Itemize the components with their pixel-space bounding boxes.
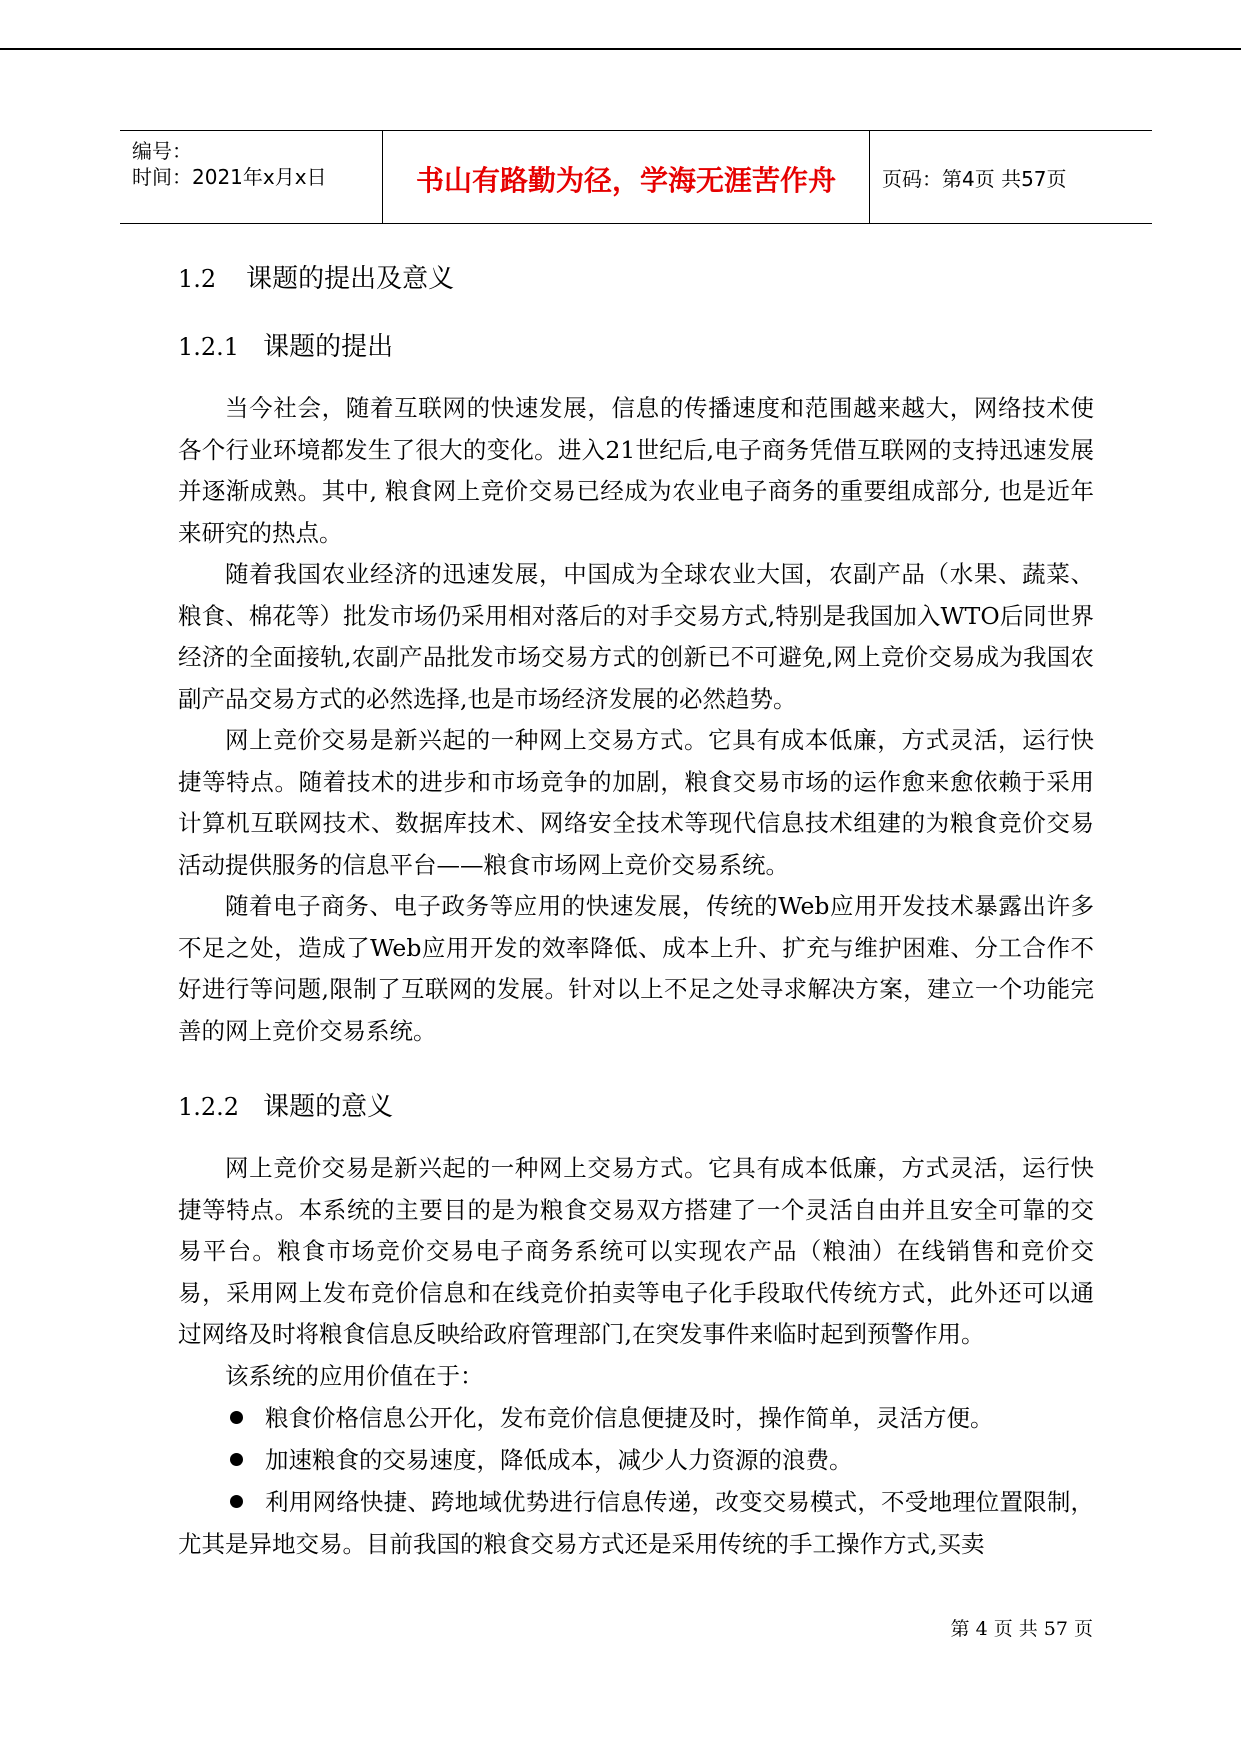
serial-label: 编号： bbox=[132, 139, 192, 163]
section-number: 1.2 bbox=[178, 265, 217, 293]
document-header bbox=[120, 130, 1152, 224]
header-page-cell bbox=[870, 131, 1152, 223]
bullet-item bbox=[178, 1398, 1094, 1440]
subsection-title-2: 课题的意义 bbox=[263, 1092, 394, 1122]
bullet-dot-icon bbox=[230, 1495, 243, 1508]
bullet-text: 加速粮食的交易速度，降低成本，减少人力资源的浪费。 bbox=[265, 1446, 853, 1474]
subsection-heading-2 bbox=[178, 1086, 393, 1123]
motto: 书山有路勤为径，学海无涯苦作舟 bbox=[415, 164, 836, 197]
subsection-title-1: 课题的提出 bbox=[263, 332, 394, 362]
paragraph: 随着我国农业经济的迅速发展，中国成为全球农业大国，农副产品（水果、蔬菜、粮食、棉花等）批发市场仍采用相对落后的对手交易方式,特别是我国加入WTO后同世界经济的全面接轨,农副产品批发市场交易方式的创新已不可避免,网上竞价交易成为我国农副产品交易方式的必然选择,也是市场经济发展的必然趋势。 bbox=[178, 560, 1094, 713]
bullet-dot-icon bbox=[230, 1411, 243, 1424]
bullet-text: 粮食价格信息公开化，发布竞价信息便捷及时，操作简单，灵活方便。 bbox=[265, 1404, 994, 1432]
paragraph: 网上竞价交易是新兴起的一种网上交易方式。它具有成本低廉，方式灵活，运行快捷等特点。本系统的主要目的是为粮食交易双方搭建了一个灵活自由并且安全可靠的交易平台。粮食市场竞价交易电子商务系统可以实现农产品（粮油）在线销售和竞价交易，采用网上发布竞价信息和在线竞价拍卖等电子化手段取代传统方式，此外还可以通过网络及时将粮食信息反映给政府管理部门,在突发事件来临时起到预警作用。 bbox=[178, 1154, 1094, 1348]
bullet-item bbox=[178, 1482, 1094, 1565]
bullet-text: 利用网络快捷、跨地域优势进行信息传递，改变交易模式，不受地理位置限制，尤其是异地交易。目前我国的粮食交易方式还是采用传统的手工操作方式,买卖 bbox=[178, 1488, 1094, 1558]
bullet-dot-icon bbox=[230, 1453, 243, 1466]
header-info-cell bbox=[120, 131, 382, 223]
paragraph: 该系统的应用价值在于： bbox=[225, 1362, 484, 1390]
section-title: 课题的提出及意义 bbox=[246, 264, 455, 294]
subsection-number-1: 1.2.1 bbox=[178, 333, 240, 361]
page-footer: 第 4 页 共 57 页 bbox=[950, 1618, 1093, 1640]
date-line: 时间：2021年x月x日 bbox=[132, 165, 327, 189]
bullet-item bbox=[178, 1440, 1094, 1482]
subsection-number-2: 1.2.2 bbox=[178, 1093, 240, 1121]
top-rule bbox=[0, 48, 1241, 50]
paragraph: 当今社会，随着互联网的快速发展，信息的传播速度和范围越来越大，网络技术使各个行业环境都发生了很大的变化。进入21世纪后,电子商务凭借互联网的支持迅速发展并逐渐成熟。其中, 粮食网上竞价交易已经成为农业电子商务的重要组成部分, 也是近年来研究的热点。 bbox=[178, 394, 1094, 547]
paragraph: 随着电子商务、电子政务等应用的快速发展，传统的Web应用开发技术暴露出许多不足之处，造成了Web应用开发的效率降低、成本上升、扩充与维护困难、分工合作不好进行等问题,限制了互联网的发展。针对以上不足之处寻求解决方案，建立一个功能完善的网上竞价交易系统。 bbox=[178, 892, 1094, 1045]
page-code: 页码：第4页 共57页 bbox=[882, 167, 1067, 191]
paragraph: 网上竞价交易是新兴起的一种网上交易方式。它具有成本低廉，方式灵活，运行快捷等特点。随着技术的进步和市场竞争的加剧，粮食交易市场的运作愈来愈依赖于采用计算机互联网技术、数据库技术、网络安全技术等现代信息技术组建的为粮食竞价交易活动提供服务的信息平台——粮食市场网上竞价交易系统。 bbox=[178, 726, 1094, 879]
section-heading bbox=[178, 258, 454, 295]
subsection-heading-1 bbox=[178, 326, 393, 363]
header-motto-cell bbox=[382, 131, 870, 223]
